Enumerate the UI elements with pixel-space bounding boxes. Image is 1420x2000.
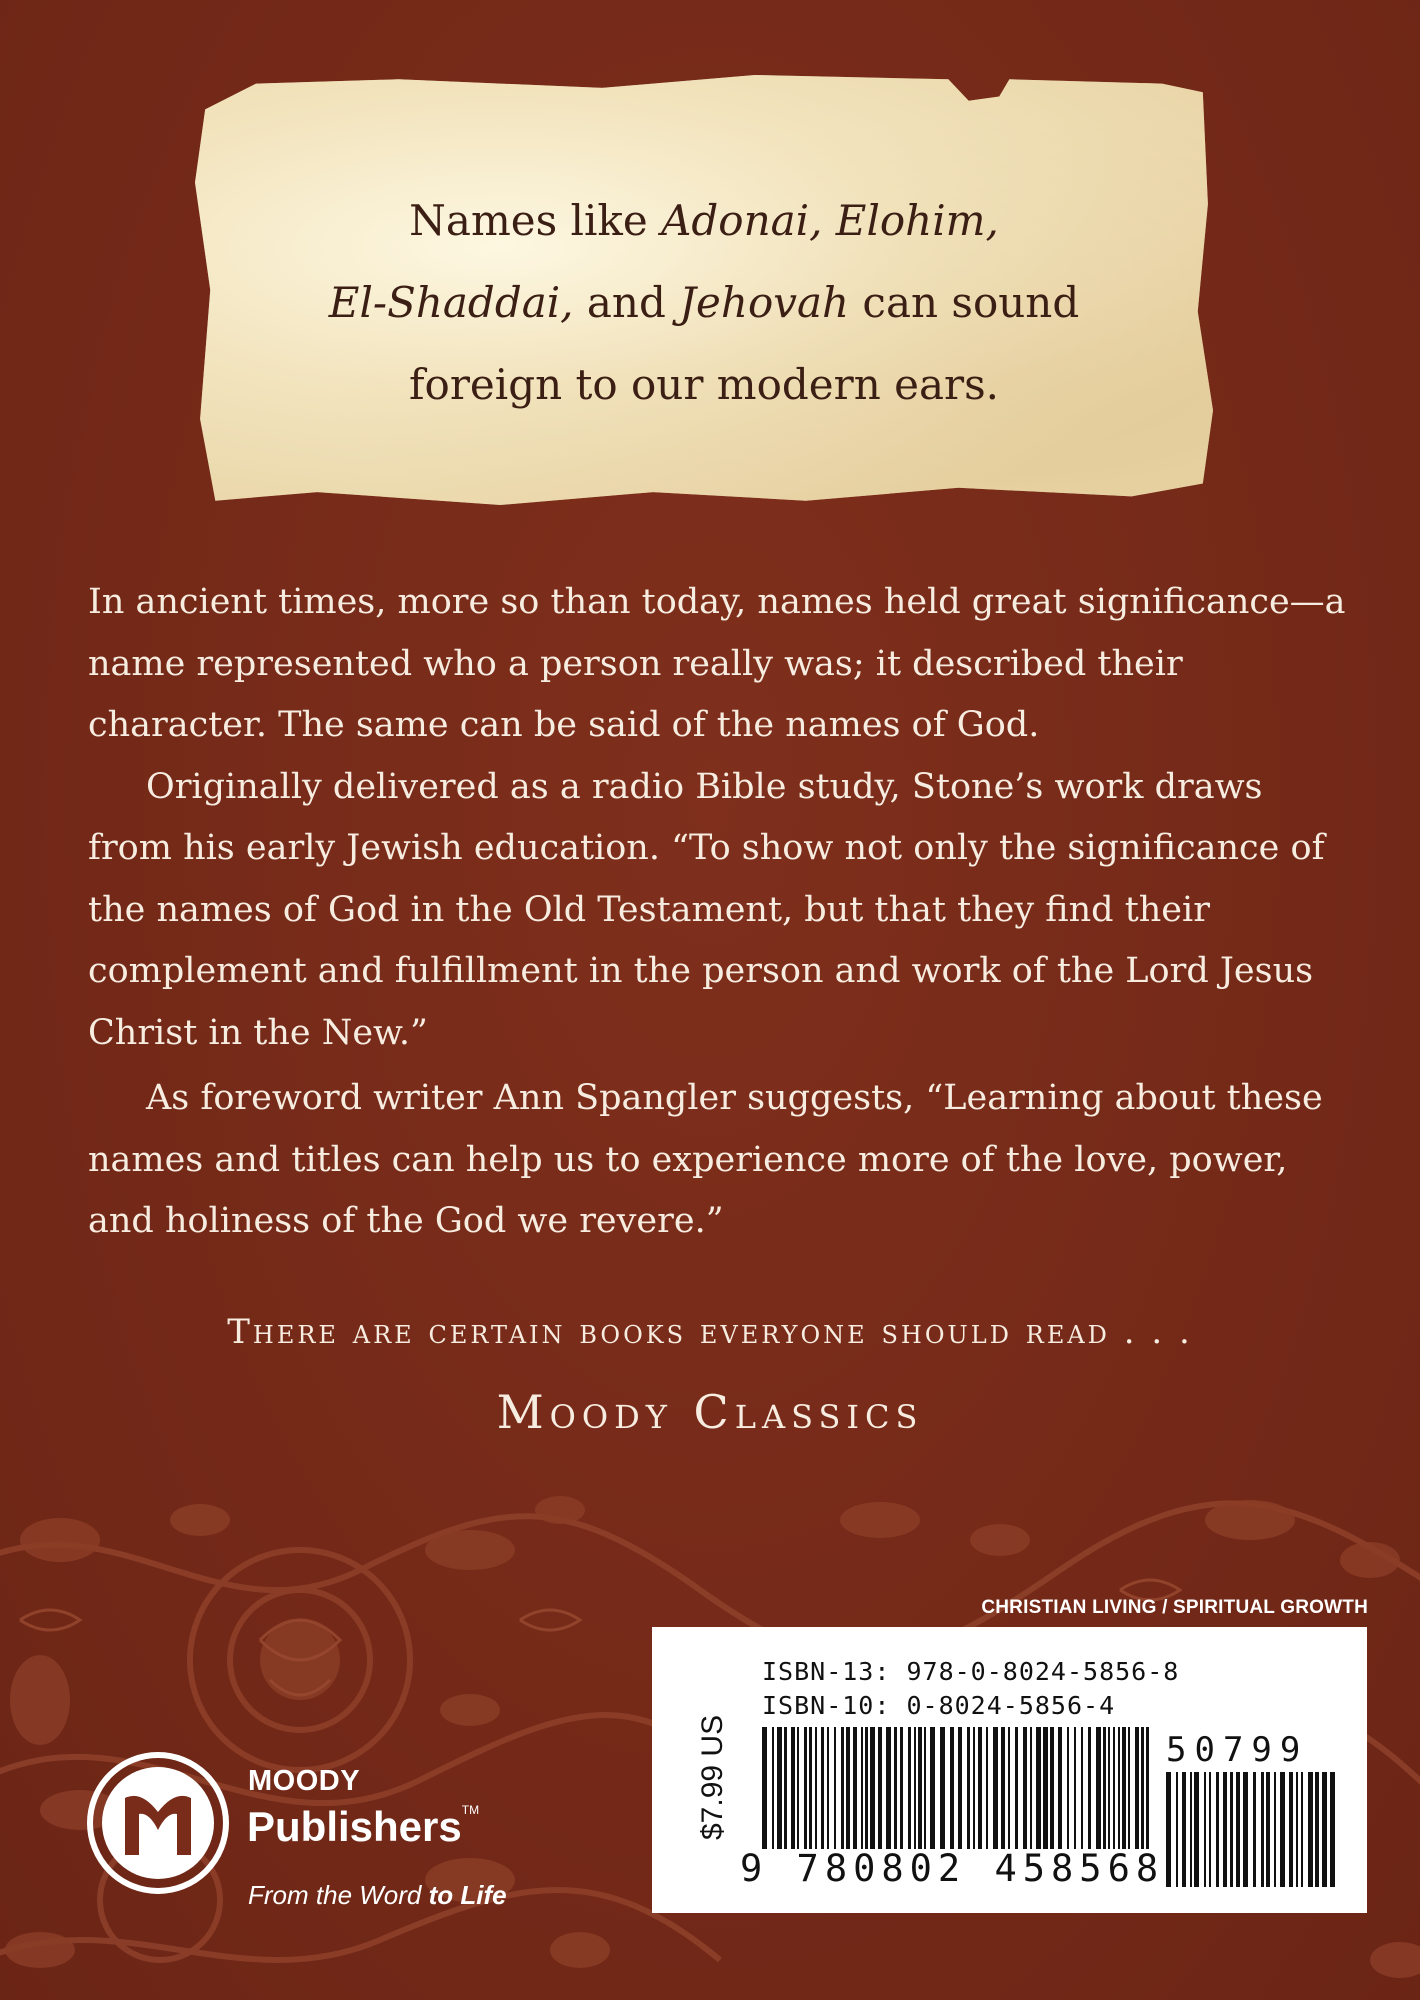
moody-logo-icon bbox=[85, 1750, 231, 1896]
barcode-bar bbox=[1266, 1772, 1270, 1887]
barcode-bar bbox=[1058, 1727, 1062, 1849]
addon-number: 50799 bbox=[1166, 1730, 1309, 1770]
barcode-bar bbox=[1296, 1772, 1298, 1887]
barcode-bar bbox=[841, 1727, 844, 1849]
tagline: There are certain books everyone should read . . . bbox=[227, 1312, 1193, 1352]
parchment-text-span: can sound bbox=[849, 278, 1080, 327]
parchment-text-span: and bbox=[573, 278, 680, 327]
barcode-bar bbox=[914, 1727, 916, 1849]
description-text bbox=[88, 572, 1348, 1253]
barcode-bar bbox=[821, 1727, 824, 1849]
barcode-bar bbox=[1030, 1727, 1032, 1849]
barcode-bar bbox=[1128, 1727, 1130, 1849]
barcode-bar bbox=[978, 1727, 982, 1849]
barcode-bar bbox=[1176, 1772, 1178, 1887]
barcode-bar bbox=[1096, 1727, 1101, 1849]
publisher-name-bottom bbox=[247, 1803, 479, 1851]
barcode-bar bbox=[809, 1727, 812, 1849]
parchment-line-3: foreign to our modern ears. bbox=[409, 360, 999, 409]
series-title: Moody Classics bbox=[496, 1385, 924, 1439]
description-paragraph-3: As foreword writer Ann Spangler suggests, “Learning about these names and titles can help us to experience more of the love, power, and holiness of the God we revere.” bbox=[88, 1078, 1323, 1241]
barcode-bar bbox=[1088, 1727, 1091, 1849]
barcode-bar bbox=[1236, 1772, 1240, 1887]
barcode-bar bbox=[1182, 1772, 1186, 1887]
parchment-italic-name: El-Shaddai, bbox=[328, 278, 574, 327]
barcode-bar bbox=[1043, 1727, 1048, 1849]
parchment-quote bbox=[195, 180, 1213, 426]
slogan-emphasis: to Life bbox=[428, 1880, 507, 1910]
barcode-bar bbox=[900, 1727, 903, 1849]
barcode-bar bbox=[870, 1727, 875, 1849]
barcode-bar bbox=[1118, 1727, 1120, 1849]
barcode-bar bbox=[1243, 1772, 1248, 1887]
addon-barcode-bars bbox=[1166, 1772, 1341, 1887]
barcode-bar bbox=[865, 1727, 868, 1849]
barcode-bar bbox=[777, 1727, 782, 1849]
barcode-bar bbox=[834, 1727, 836, 1849]
barcode-bar bbox=[1166, 1772, 1171, 1887]
description-paragraph-1: In ancient times, more so than today, names held great significance—a name represented who a person really was; it described their character. The same can be said of the names of God. bbox=[88, 582, 1346, 745]
barcode-bar bbox=[1289, 1772, 1293, 1887]
barcode-bar bbox=[853, 1727, 857, 1849]
isbn-10: ISBN-10: 0-8024-5856-4 bbox=[762, 1691, 1116, 1720]
publisher-slogan bbox=[248, 1880, 507, 1911]
barcode-bar bbox=[930, 1727, 935, 1849]
barcode-bar bbox=[815, 1727, 817, 1849]
publisher-name-text: Publishers bbox=[247, 1803, 462, 1850]
barcode-bar bbox=[1230, 1772, 1233, 1887]
slogan-text: From the Word bbox=[248, 1880, 429, 1910]
barcode-bar bbox=[918, 1727, 922, 1849]
barcode-bar bbox=[861, 1727, 863, 1849]
barcode-bar bbox=[1103, 1727, 1106, 1849]
publisher-name-top: MOODY bbox=[248, 1765, 361, 1797]
barcode-bar bbox=[993, 1727, 998, 1849]
description-paragraph-2: Originally delivered as a radio Bible study, Stone’s work draws from his early Jewish education. “To show not only the significance of the names of God in the Old Testament, but that they find their complement and fulfillment in the person and work of the Lord Jesus Christ in the New.” bbox=[88, 766, 1325, 1053]
barcode-bar bbox=[1146, 1727, 1149, 1849]
barcode-bar bbox=[1001, 1727, 1005, 1849]
barcode-bar bbox=[894, 1727, 897, 1849]
barcode-bar bbox=[958, 1727, 962, 1849]
barcode-bar bbox=[940, 1727, 945, 1849]
barcode-bar bbox=[1108, 1727, 1110, 1849]
barcode-bar bbox=[1036, 1727, 1041, 1849]
barcode-bar bbox=[804, 1727, 807, 1849]
barcode-bar bbox=[1280, 1772, 1285, 1887]
parchment-italic-names: Adonai, Elohim, bbox=[661, 196, 999, 245]
barcode-bar bbox=[1074, 1727, 1076, 1849]
barcode-bar bbox=[1209, 1772, 1211, 1887]
barcode-bar bbox=[1253, 1772, 1256, 1887]
barcode-bar bbox=[886, 1727, 891, 1849]
barcode-bar bbox=[1194, 1772, 1199, 1887]
parchment-line-2 bbox=[195, 262, 1213, 344]
barcode-bar bbox=[1015, 1727, 1018, 1849]
barcode-bar bbox=[784, 1727, 787, 1849]
barcode-bar bbox=[772, 1727, 774, 1849]
barcode-bar bbox=[1315, 1772, 1319, 1887]
barcode-bar bbox=[1081, 1727, 1083, 1849]
barcode-bar bbox=[1274, 1772, 1276, 1887]
barcode-bar bbox=[1223, 1772, 1227, 1887]
barcode-bar bbox=[827, 1727, 829, 1849]
barcode-digits: 9 780802 458568 bbox=[740, 1847, 1165, 1890]
barcode-bar bbox=[908, 1727, 911, 1849]
barcode-bar bbox=[924, 1727, 926, 1849]
barcode-bar bbox=[762, 1727, 767, 1849]
barcode-bar bbox=[1008, 1727, 1010, 1849]
barcode-panel bbox=[652, 1627, 1367, 1913]
barcode-bar bbox=[791, 1727, 795, 1849]
barcode-bar bbox=[1023, 1727, 1027, 1849]
trademark-mark: TM bbox=[461, 1803, 480, 1817]
barcode-bar bbox=[1190, 1772, 1192, 1887]
barcode-bar bbox=[1122, 1727, 1126, 1849]
barcode-bar bbox=[1330, 1772, 1335, 1887]
barcode-bar bbox=[1113, 1727, 1115, 1849]
barcode-bar bbox=[878, 1727, 882, 1849]
barcode-bar bbox=[967, 1727, 970, 1849]
barcode-bars bbox=[762, 1727, 1152, 1849]
barcode-bar bbox=[1050, 1727, 1054, 1849]
barcode-bar bbox=[1204, 1772, 1206, 1887]
parchment-italic-name: Jehovah bbox=[679, 278, 850, 327]
barcode-bar bbox=[1141, 1727, 1144, 1849]
barcode-bar bbox=[1301, 1772, 1303, 1887]
barcode-bar bbox=[1135, 1727, 1139, 1849]
isbn-13: ISBN-13: 978-0-8024-5856-8 bbox=[762, 1657, 1180, 1686]
category-label: CHRISTIAN LIVING / SPIRITUAL GROWTH bbox=[981, 1597, 1368, 1618]
parchment-text-span: Names like bbox=[409, 196, 662, 245]
barcode-bar bbox=[797, 1727, 799, 1849]
price-label: $7.99 US bbox=[696, 1714, 729, 1840]
barcode-bar bbox=[950, 1727, 954, 1849]
parchment-line-1 bbox=[195, 180, 1213, 262]
barcode-bar bbox=[973, 1727, 975, 1849]
barcode-bar bbox=[1067, 1727, 1069, 1849]
barcode-bar bbox=[1261, 1772, 1264, 1887]
barcode-bar bbox=[1308, 1772, 1313, 1887]
barcode-bar bbox=[1216, 1772, 1219, 1887]
barcode-bar bbox=[1322, 1772, 1327, 1887]
barcode-bar bbox=[986, 1727, 988, 1849]
barcode-bar bbox=[846, 1727, 850, 1849]
